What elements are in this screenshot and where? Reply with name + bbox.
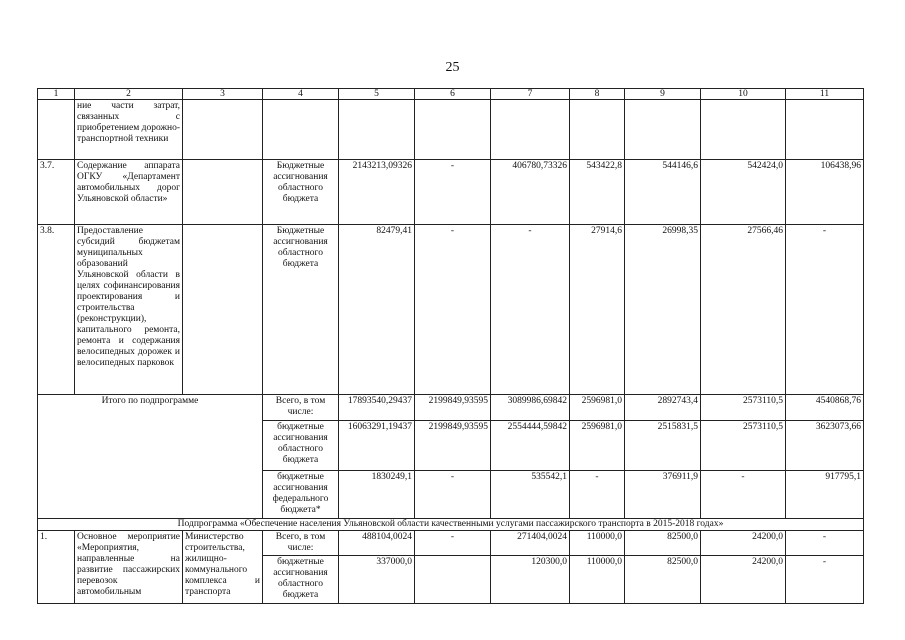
cell-value: - bbox=[415, 471, 491, 519]
cell-value: 26998,35 bbox=[625, 225, 701, 395]
cell-value: 1830249,1 bbox=[339, 471, 415, 519]
cell-value: - bbox=[415, 225, 491, 395]
column-header: 3 bbox=[183, 89, 263, 100]
cell-value: 120300,0 bbox=[491, 556, 570, 604]
cell-activity: Содержание аппарата ОГКУ «Департамент автомобильных дорог Ульяновской области» bbox=[75, 160, 183, 225]
cell-value: 917795,1 bbox=[786, 471, 864, 519]
cell-value: 2199849,93595 bbox=[415, 421, 491, 471]
cell-value bbox=[415, 100, 491, 160]
cell-value: 106438,96 bbox=[786, 160, 864, 225]
page-number: 25 bbox=[445, 60, 460, 75]
cell-value: - bbox=[786, 225, 864, 395]
cell-value bbox=[786, 100, 864, 160]
cell-value: 271404,0024 bbox=[491, 531, 570, 556]
table-row bbox=[38, 531, 864, 556]
cell-executor bbox=[183, 225, 263, 395]
cell-source: Всего, в том числе: bbox=[263, 395, 339, 421]
cell-number: 3.8. bbox=[38, 225, 75, 395]
table-row bbox=[38, 160, 864, 225]
cell-executor bbox=[183, 100, 263, 160]
table-row bbox=[38, 100, 864, 160]
cell-value: 544146,6 bbox=[625, 160, 701, 225]
cell-source: Всего, в том числе: bbox=[263, 531, 339, 556]
cell-source: бюджетные ассигнования областного бюджета bbox=[263, 556, 339, 604]
cell-value: 542424,0 bbox=[701, 160, 786, 225]
cell-value: 82500,0 bbox=[625, 531, 701, 556]
column-header: 7 bbox=[491, 89, 570, 100]
cell-value: 2199849,93595 bbox=[415, 395, 491, 421]
cell-value: 2892743,4 bbox=[625, 395, 701, 421]
table-row bbox=[38, 225, 864, 395]
cell-source: Бюджетные ассигнования областного бюджета bbox=[263, 225, 339, 395]
cell-source bbox=[263, 100, 339, 160]
cell-value: 2515831,5 bbox=[625, 421, 701, 471]
cell-value: 27566,46 bbox=[701, 225, 786, 395]
column-header: 9 bbox=[625, 89, 701, 100]
column-header: 5 bbox=[339, 89, 415, 100]
cell-source: бюджетные ассигнования федерального бюджета* bbox=[263, 471, 339, 519]
cell-value: - bbox=[491, 225, 570, 395]
cell-number: 1. bbox=[38, 531, 75, 604]
cell-value: - bbox=[415, 160, 491, 225]
cell-value: 82479,41 bbox=[339, 225, 415, 395]
subprogram-row bbox=[38, 519, 864, 531]
cell-value: 2143213,09326 bbox=[339, 160, 415, 225]
cell-value bbox=[491, 100, 570, 160]
column-header: 1 bbox=[38, 89, 75, 100]
cell-value bbox=[570, 100, 625, 160]
cell-number: 3.7. bbox=[38, 160, 75, 225]
cell-value: 110000,0 bbox=[570, 531, 625, 556]
cell-value: 3623073,66 bbox=[786, 421, 864, 471]
cell-value: 2573110,5 bbox=[701, 421, 786, 471]
cell-executor: Министерство строительства, жилищно-коммунального комплекса и транспорта bbox=[183, 531, 263, 604]
cell-value: 82500,0 bbox=[625, 556, 701, 604]
cell-activity: Предоставление субсидий бюджетам муниципальных образований Ульяновской области в целях софинансирования проектирования и строительства (реконструкции), капитального ремонта, ремонта и содержания велосипедных дорожек и велосипедных парковок bbox=[75, 225, 183, 395]
cell-value: 406780,73326 bbox=[491, 160, 570, 225]
cell-value: - bbox=[786, 531, 864, 556]
cell-executor bbox=[183, 160, 263, 225]
cell-value bbox=[701, 100, 786, 160]
cell-activity: Основное мероприятие «Мероприятия, направленные на развитие пассажирских перевозок автомобильным bbox=[75, 531, 183, 604]
cell-value: 16063291,19437 bbox=[339, 421, 415, 471]
cell-value bbox=[339, 100, 415, 160]
budget-table bbox=[37, 88, 864, 604]
cell-value: 110000,0 bbox=[570, 556, 625, 604]
cell-value: - bbox=[570, 471, 625, 519]
cell-value: 24200,0 bbox=[701, 531, 786, 556]
column-header: 2 bbox=[75, 89, 183, 100]
column-header: 6 bbox=[415, 89, 491, 100]
cell-value: - bbox=[701, 471, 786, 519]
cell-value: 4540868,76 bbox=[786, 395, 864, 421]
column-header: 8 bbox=[570, 89, 625, 100]
total-row bbox=[38, 395, 864, 421]
column-header: 10 bbox=[701, 89, 786, 100]
cell-value: 17893540,29437 bbox=[339, 395, 415, 421]
column-header: 11 bbox=[786, 89, 864, 100]
column-header: 4 bbox=[263, 89, 339, 100]
cell-source: бюджетные ассигнования областного бюджета bbox=[263, 421, 339, 471]
cell-value: 2554444,59842 bbox=[491, 421, 570, 471]
cell-value: 2596981,0 bbox=[570, 421, 625, 471]
cell-number bbox=[38, 100, 75, 160]
cell-value bbox=[625, 100, 701, 160]
cell-value: 27914,6 bbox=[570, 225, 625, 395]
cell-source: Бюджетные ассигнования областного бюджета bbox=[263, 160, 339, 225]
cell-value: 376911,9 bbox=[625, 471, 701, 519]
cell-value: 3089986,69842 bbox=[491, 395, 570, 421]
cell-value: 2596981,0 bbox=[570, 395, 625, 421]
total-label: Итого по подпрограмме bbox=[38, 395, 263, 519]
cell-value: 24200,0 bbox=[701, 556, 786, 604]
subprogram-title: Подпрограмма «Обеспечение населения Ульяновской области качественными услугами пассажирского транспорта в 2015-2018 годах» bbox=[38, 519, 864, 531]
table-header-row bbox=[38, 89, 864, 100]
cell-value: 543422,8 bbox=[570, 160, 625, 225]
cell-value: 2573110,5 bbox=[701, 395, 786, 421]
cell-value: 535542,1 bbox=[491, 471, 570, 519]
cell-value: 488104,0024 bbox=[339, 531, 415, 556]
cell-value: 337000,0 bbox=[339, 556, 415, 604]
cell-value: - bbox=[786, 556, 864, 604]
cell-value: - bbox=[415, 531, 491, 556]
cell-value bbox=[415, 556, 491, 604]
cell-activity: ние части затрат, связанных с приобретением дорожно-транспортной техники bbox=[75, 100, 183, 160]
